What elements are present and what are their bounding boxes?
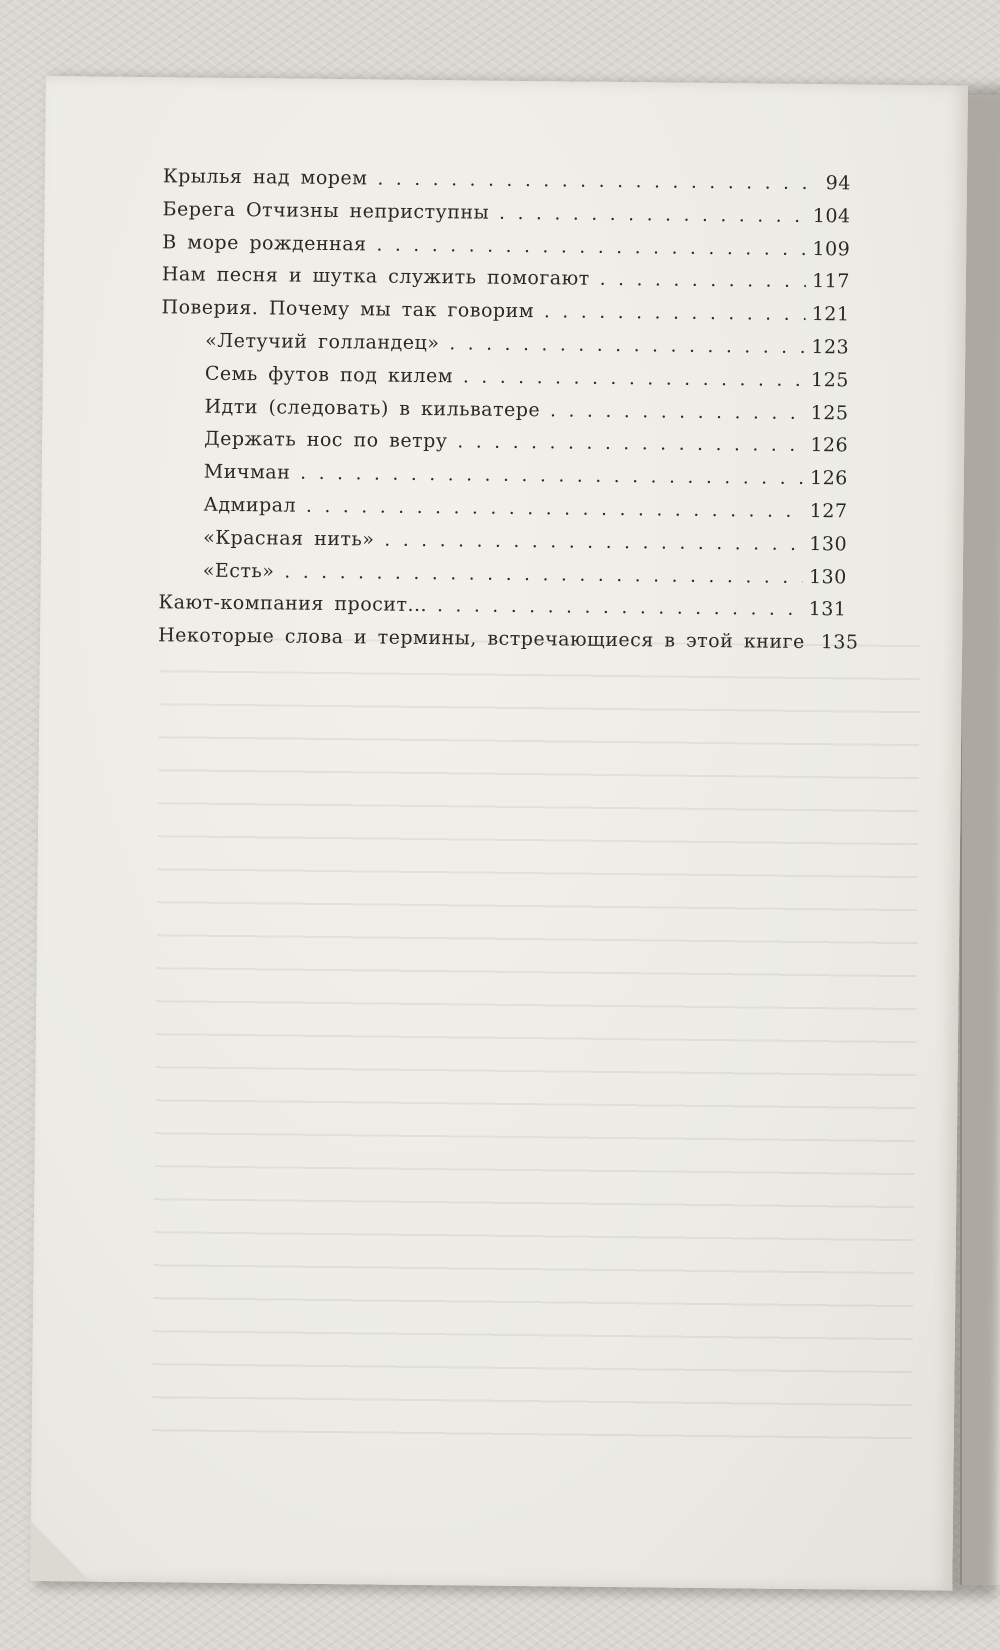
toc-entry-page: 121: [811, 303, 850, 326]
toc-dot-leader: [300, 463, 804, 489]
table-of-contents: [158, 165, 859, 664]
toc-entry-page: 125: [810, 401, 849, 424]
toc-entry-title: В море рожденная: [162, 230, 367, 255]
toc-dot-leader: [449, 333, 805, 358]
toc-dot-leader: [437, 595, 803, 620]
toc-entry-title: «Красная нить»: [203, 526, 375, 551]
toc-entry-title: Семь футов под килем: [204, 362, 454, 388]
toc-entry-title: Поверия. Почему мы так говорим: [161, 296, 535, 323]
toc-dot-leader: [550, 400, 805, 424]
toc-entry-page: 125: [810, 368, 849, 392]
toc-dot-leader: [284, 561, 803, 587]
toc-entry-title: Адмирал: [203, 493, 297, 517]
toc-dot-leader: [377, 168, 811, 194]
toc-entry-title: Идти (следовать) в кильватере: [204, 395, 541, 421]
toc-entry-page: 131: [808, 598, 847, 621]
toc-entry-title: Мичман: [203, 460, 291, 484]
toc-entry-page: 130: [808, 565, 847, 588]
toc-entry-page: 127: [809, 499, 848, 523]
toc-entry-page: 126: [810, 434, 849, 457]
toc-entry-page: 130: [809, 532, 848, 556]
show-through-text: [152, 637, 920, 1445]
toc-dot-leader: [544, 301, 806, 325]
toc-dot-leader: [457, 432, 804, 457]
toc-entry-title: «Есть»: [202, 559, 275, 582]
toc-entry-title: Крылья над морем: [162, 165, 368, 190]
toc-entry-page: 123: [811, 336, 850, 359]
toc-entry-title: Некоторые слова и термины, встречающиеся в этой книге: [158, 624, 805, 654]
folded-corner: [30, 1521, 91, 1582]
toc-entry-title: «Летучий голландец»: [205, 329, 440, 355]
toc-entry-page: 117: [812, 270, 851, 293]
toc-entry-title: Берега Отчизны неприступны: [162, 198, 490, 224]
toc-entry-title: Держать нос по ветру: [204, 428, 448, 453]
toc-dot-leader: [499, 203, 807, 227]
toc-dot-leader: [463, 366, 805, 391]
toc-dot-leader: [600, 269, 807, 292]
toc-entry-page: 135: [820, 631, 859, 654]
toc-dot-leader: [384, 529, 803, 554]
toc-entry-page: 109: [812, 237, 851, 261]
toc-entry-page: 104: [812, 204, 851, 228]
toc-entry-title: Нам песня и шутка служить помогают: [161, 263, 590, 291]
toc-dot-leader: [376, 234, 806, 260]
toc-entry-page: 94: [825, 172, 852, 195]
book-page: [30, 76, 968, 1591]
toc-entry-title: Кают-компания просит...: [158, 591, 428, 617]
toc-dot-leader: [306, 496, 804, 522]
toc-entry-page: 126: [809, 467, 848, 490]
